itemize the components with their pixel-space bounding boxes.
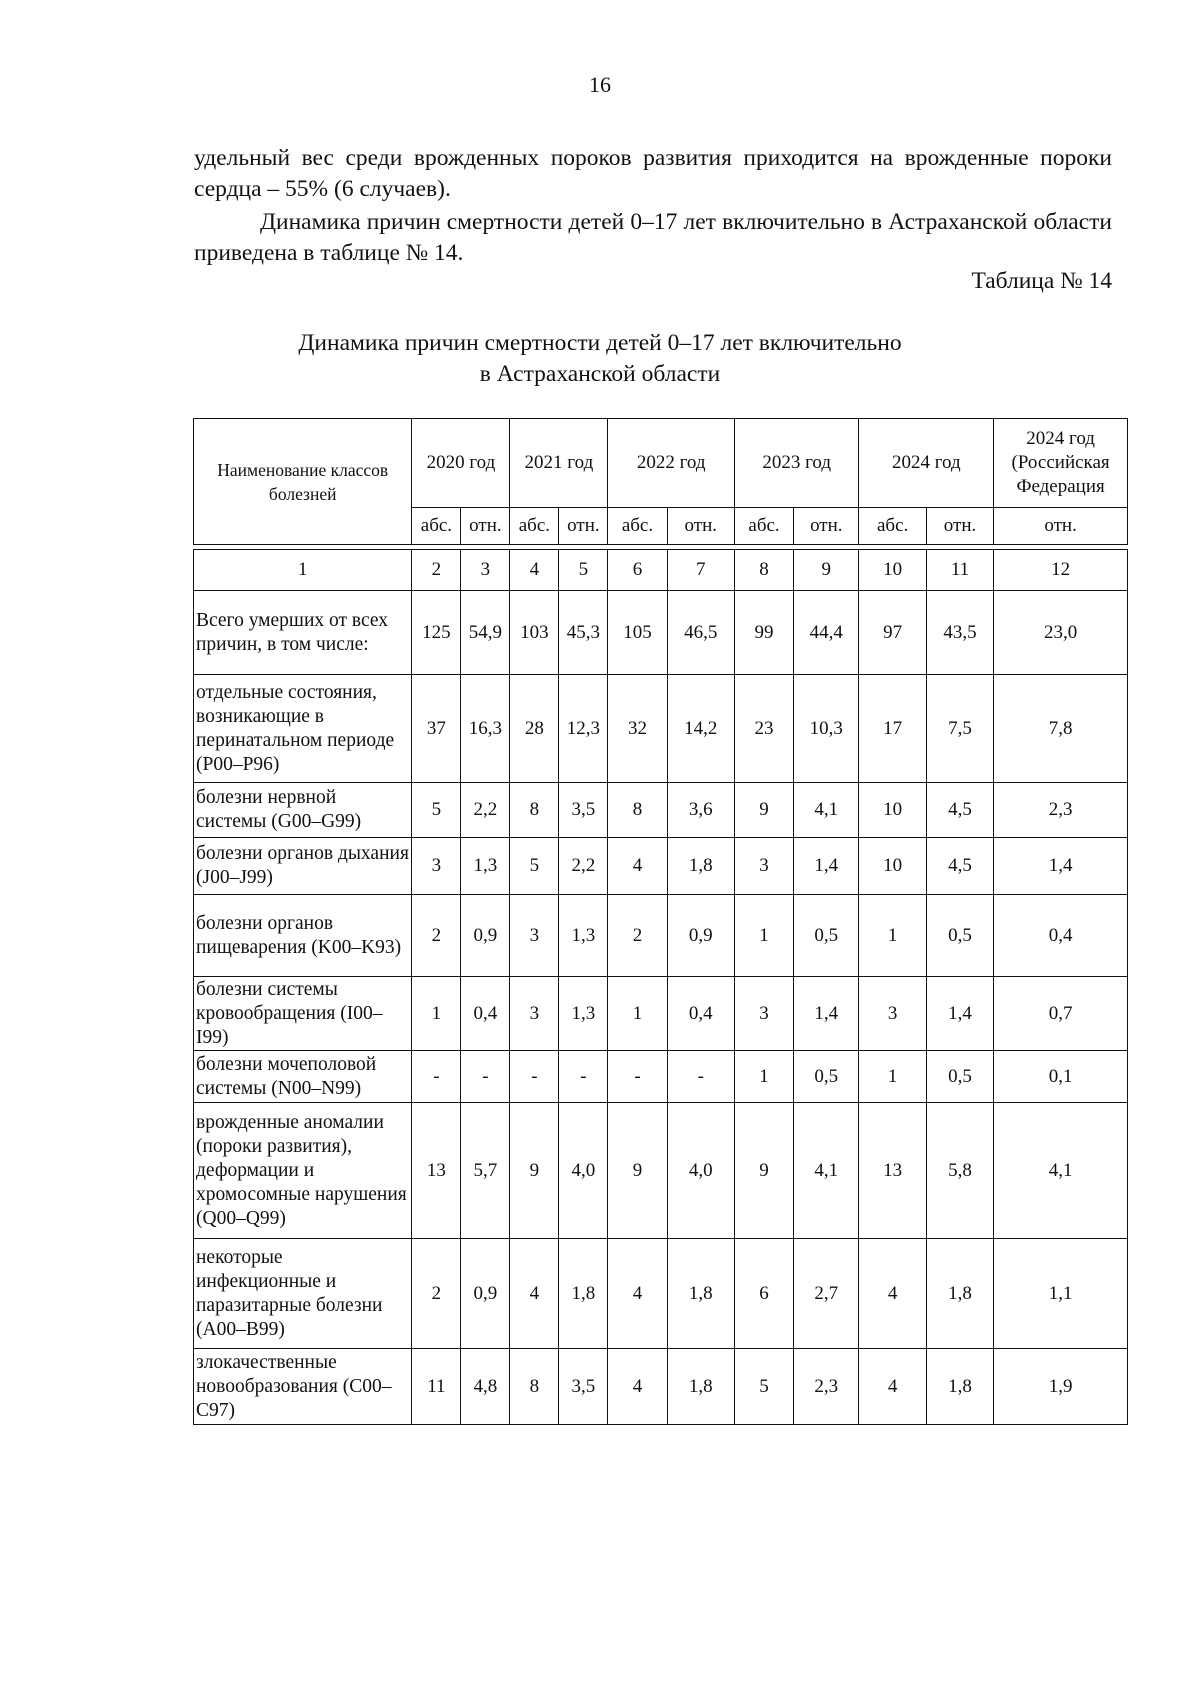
header-abs: абс. — [510, 508, 559, 545]
rel-value: 0,5 — [926, 1051, 993, 1103]
column-number: 2 — [412, 550, 461, 591]
abs-value: 4 — [608, 1239, 667, 1349]
rel-value: - — [559, 1051, 608, 1103]
rel-value: 0,9 — [461, 895, 510, 977]
rel-value: 0,9 — [461, 1239, 510, 1349]
abs-value: 4 — [859, 1239, 926, 1349]
disease-class-name: болезни системы кровообращения (I00–I99) — [194, 977, 412, 1051]
rel-value: 0,5 — [926, 895, 993, 977]
rf-rel-value: 0,4 — [994, 895, 1128, 977]
rel-value: 3,5 — [559, 1349, 608, 1425]
table-row — [194, 895, 1128, 977]
rel-value: 5,8 — [926, 1103, 993, 1239]
table-label: Таблица № 14 — [971, 268, 1112, 294]
table-column-numbers — [194, 550, 1128, 591]
column-number: 5 — [559, 550, 608, 591]
abs-value: 2 — [412, 895, 461, 977]
abs-value: 4 — [608, 838, 667, 895]
abs-value: 23 — [734, 675, 793, 783]
abs-value: 2 — [412, 1239, 461, 1349]
header-rel: отн. — [461, 508, 510, 545]
rel-value: 4,5 — [926, 838, 993, 895]
table-row — [194, 1349, 1128, 1425]
column-number: 10 — [859, 550, 926, 591]
rf-rel-value: 0,1 — [994, 1051, 1128, 1103]
abs-value: 6 — [734, 1239, 793, 1349]
abs-value: 1 — [734, 1051, 793, 1103]
rel-value: 12,3 — [559, 675, 608, 783]
rel-value: 0,5 — [794, 1051, 859, 1103]
header-rel: отн. — [926, 508, 993, 545]
abs-value: 11 — [412, 1349, 461, 1425]
rel-value: 16,3 — [461, 675, 510, 783]
column-number: 6 — [608, 550, 667, 591]
abs-value: 9 — [510, 1103, 559, 1239]
table-row — [194, 1239, 1128, 1349]
abs-value: 125 — [412, 591, 461, 675]
abs-value: 8 — [608, 783, 667, 838]
paragraph-mortality-dynamics: Динамика причин смертности детей 0–17 лет включительно в Астраханской области приведена в таблице № 14. — [194, 209, 1112, 266]
rel-value: 3,5 — [559, 783, 608, 838]
abs-value: 32 — [608, 675, 667, 783]
abs-value: 99 — [734, 591, 793, 675]
rel-value: 43,5 — [926, 591, 993, 675]
disease-class-name: злокачественные новообразования (C00–C97) — [194, 1349, 412, 1425]
rel-value: 44,4 — [794, 591, 859, 675]
rel-value: 4,1 — [794, 1103, 859, 1239]
table-title-line-2: в Астраханской области — [479, 361, 721, 387]
rf-rel-value: 23,0 — [994, 591, 1128, 675]
table-title-line-1: Динамика причин смертности детей 0–17 лет включительно — [298, 330, 902, 356]
rf-rel-value: 4,1 — [994, 1103, 1128, 1239]
table-row — [194, 838, 1128, 895]
rel-value: 0,4 — [461, 977, 510, 1051]
rel-value: 46,5 — [667, 591, 734, 675]
table-row — [194, 977, 1128, 1051]
disease-class-name: Всего умерших от всех причин, в том числе: — [194, 591, 412, 675]
rel-value: 4,8 — [461, 1349, 510, 1425]
table-row — [194, 591, 1128, 675]
abs-value: 8 — [510, 1349, 559, 1425]
abs-value: 3 — [734, 838, 793, 895]
rel-value: 1,8 — [926, 1349, 993, 1425]
abs-value: - — [412, 1051, 461, 1103]
disease-class-name: врожденные аномалии (пороки развития), деформации и хромосомные нарушения (Q00–Q99) — [194, 1103, 412, 1239]
column-number: 4 — [510, 550, 559, 591]
disease-class-name: болезни мочеполовой системы (N00–N99) — [194, 1051, 412, 1103]
page-number: 16 — [589, 72, 611, 97]
table-header-years — [194, 419, 1128, 508]
rel-value: 0,9 — [667, 895, 734, 977]
abs-value: 3 — [510, 895, 559, 977]
abs-value: 4 — [608, 1349, 667, 1425]
column-number: 1 — [194, 550, 412, 591]
rel-value: 7,5 — [926, 675, 993, 783]
abs-value: 1 — [734, 895, 793, 977]
rf-rel-value: 1,4 — [994, 838, 1128, 895]
abs-value: 1 — [859, 895, 926, 977]
abs-value: 3 — [510, 977, 559, 1051]
rel-value: 1,8 — [559, 1239, 608, 1349]
header-year-2023: 2023 год — [734, 419, 859, 508]
header-abs: абс. — [859, 508, 926, 545]
abs-value: 13 — [859, 1103, 926, 1239]
rf-rel-value: 7,8 — [994, 675, 1128, 783]
rel-value: 14,2 — [667, 675, 734, 783]
header-rel: отн. — [667, 508, 734, 545]
rf-rel-value: 0,7 — [994, 977, 1128, 1051]
rel-value: - — [461, 1051, 510, 1103]
abs-value: 9 — [734, 783, 793, 838]
rel-value: 1,8 — [926, 1239, 993, 1349]
abs-value: 1 — [608, 977, 667, 1051]
rel-value: 1,4 — [794, 838, 859, 895]
rf-rel-value: 2,3 — [994, 783, 1128, 838]
rel-value: 1,8 — [667, 1349, 734, 1425]
header-abs: абс. — [412, 508, 461, 545]
rel-value: 2,2 — [559, 838, 608, 895]
abs-value: 9 — [734, 1103, 793, 1239]
rf-rel-value: 1,1 — [994, 1239, 1128, 1349]
disease-class-name: болезни органов дыхания (J00–J99) — [194, 838, 412, 895]
column-number: 3 — [461, 550, 510, 591]
disease-class-name: болезни органов пищеварения (K00–K93) — [194, 895, 412, 977]
table-row — [194, 783, 1128, 838]
abs-value: - — [510, 1051, 559, 1103]
abs-value: 5 — [510, 838, 559, 895]
abs-value: 8 — [510, 783, 559, 838]
abs-value: 10 — [859, 838, 926, 895]
header-year-2024: 2024 год — [859, 419, 994, 508]
rel-value: 2,2 — [461, 783, 510, 838]
abs-value: 5 — [412, 783, 461, 838]
rel-value: 1,8 — [667, 838, 734, 895]
rel-value: 4,5 — [926, 783, 993, 838]
abs-value: - — [608, 1051, 667, 1103]
abs-value: 1 — [412, 977, 461, 1051]
header-abs: абс. — [734, 508, 793, 545]
column-number: 8 — [734, 550, 793, 591]
disease-class-name: отдельные состояния, возникающие в перинатальном периоде (P00–P96) — [194, 675, 412, 783]
mortality-table — [193, 418, 1128, 1425]
abs-value: 4 — [859, 1349, 926, 1425]
column-number: 7 — [667, 550, 734, 591]
rel-value: 10,3 — [794, 675, 859, 783]
rel-value: 0,5 — [794, 895, 859, 977]
header-rel: отн. — [559, 508, 608, 545]
header-disease-class: Наименование классов болезней — [194, 419, 412, 545]
rel-value: 0,4 — [667, 977, 734, 1051]
table-row — [194, 1051, 1128, 1103]
abs-value: 3 — [859, 977, 926, 1051]
rel-value: 1,3 — [559, 977, 608, 1051]
abs-value: 13 — [412, 1103, 461, 1239]
rel-value: 4,1 — [794, 783, 859, 838]
abs-value: 28 — [510, 675, 559, 783]
rel-value: 54,9 — [461, 591, 510, 675]
header-rel: отн. — [994, 508, 1128, 545]
rel-value: 1,4 — [926, 977, 993, 1051]
abs-value: 3 — [412, 838, 461, 895]
rel-value: 2,3 — [794, 1349, 859, 1425]
abs-value: 103 — [510, 591, 559, 675]
header-year-2020: 2020 год — [412, 419, 510, 508]
table-row — [194, 1103, 1128, 1239]
abs-value: 37 — [412, 675, 461, 783]
abs-value: 5 — [734, 1349, 793, 1425]
rel-value: 1,3 — [461, 838, 510, 895]
table-row — [194, 675, 1128, 783]
header-abs: абс. — [608, 508, 667, 545]
abs-value: 10 — [859, 783, 926, 838]
table-title — [0, 328, 1200, 390]
abs-value: 2 — [608, 895, 667, 977]
column-number: 12 — [994, 550, 1128, 591]
rel-value: 1,3 — [559, 895, 608, 977]
rel-value: 5,7 — [461, 1103, 510, 1239]
abs-value: 3 — [734, 977, 793, 1051]
abs-value: 9 — [608, 1103, 667, 1239]
rel-value: 4,0 — [559, 1103, 608, 1239]
header-year-2022: 2022 год — [608, 419, 735, 508]
rel-value: 1,8 — [667, 1239, 734, 1349]
rel-value: 1,4 — [794, 977, 859, 1051]
header-year-2021: 2021 год — [510, 419, 608, 508]
table-body — [194, 591, 1128, 1425]
rel-value: 3,6 — [667, 783, 734, 838]
header-rel: отн. — [794, 508, 859, 545]
header-year-2024-rf: 2024 год (Российская Федерация — [994, 419, 1128, 508]
rf-rel-value: 1,9 — [994, 1349, 1128, 1425]
abs-value: 97 — [859, 591, 926, 675]
rel-value: - — [667, 1051, 734, 1103]
abs-value: 105 — [608, 591, 667, 675]
disease-class-name: болезни нервной системы (G00–G99) — [194, 783, 412, 838]
abs-value: 4 — [510, 1239, 559, 1349]
column-number: 11 — [926, 550, 993, 591]
rel-value: 45,3 — [559, 591, 608, 675]
rel-value: 2,7 — [794, 1239, 859, 1349]
abs-value: 1 — [859, 1051, 926, 1103]
disease-class-name: некоторые инфекционные и паразитарные болезни (A00–B99) — [194, 1239, 412, 1349]
abs-value: 17 — [859, 675, 926, 783]
column-number: 9 — [794, 550, 859, 591]
rel-value: 4,0 — [667, 1103, 734, 1239]
paragraph-congenital-defects: удельный вес среди врожденных пороков развития приходится на врожденные пороки сердца – 55% (6 случаев). — [194, 145, 1112, 202]
